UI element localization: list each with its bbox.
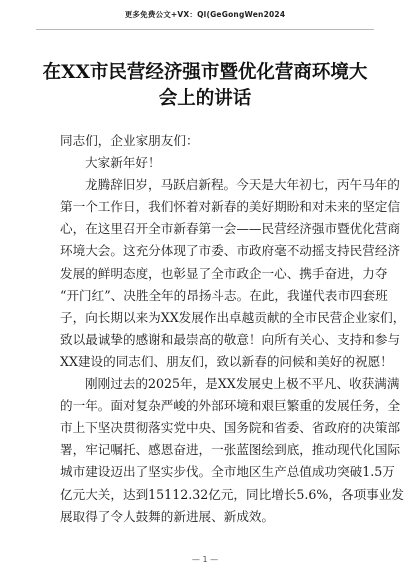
salutation: 同志们，企业家朋友们： (60, 133, 199, 148)
paragraph-1-line: 环境大会。这充分体现了市委、市政府毫不动摇支持民营经济 (60, 243, 401, 259)
paragraph-2 (60, 373, 404, 528)
paragraph-1-line: XX建设的同志们、朋友们，致以新春的问候和美好的祝愿！ (60, 353, 393, 369)
paragraph-1-line: “开门红”、决胜全年的昂扬斗志。在此，我谨代表市四套班 (60, 287, 388, 303)
paragraph-2-line: 亿元大关，达到15112.32亿元，同比增长5.6%，各项事业发 (60, 486, 404, 502)
paragraph-1 (60, 174, 406, 373)
paragraph-1-line: 子，向长期以来为XX发展作出卓越贡献的全市民营企业家们， (60, 309, 406, 325)
new-year-greeting: 大家新年好！ (85, 155, 161, 171)
paragraph-1-line: 龙腾辞旧岁，马跃启新程。今天是大年初七，丙午马年的 (85, 177, 400, 193)
page-number: — 1 — (191, 555, 219, 564)
title-line-2: 会上的讲话 (158, 88, 252, 109)
paragraph-2-line: 署，牢记嘱托、感恩奋进，一张蓝图绘到底，推动现代化国际 (60, 442, 401, 458)
paragraph-2-line: 的一年。面对复杂严峻的外部环境和艰巨繁重的发展任务，全 (60, 398, 401, 414)
paragraph-1-line: 致以最诚挚的感谢和最崇高的敬意！向所有关心、支持和参与 (60, 331, 401, 347)
paragraph-2-line: 展取得了令人鼓舞的新进展、新成效。 (60, 508, 275, 524)
paragraph-2-line: 刚刚过去的2025年，是XX发展史上极不平凡、收获满满 (85, 376, 400, 392)
paragraph-2-line: 市上下坚决贯彻落实党中央、国务院和省委、省政府的决策部 (60, 420, 401, 436)
paragraph-1-line: 心，在这里召开全市新春第一会——民营经济强市暨优化营商 (60, 221, 401, 237)
document-title (40, 60, 370, 112)
page-header-banner: 更多免费公文+VX：Ql(GeGongWen2024 (124, 10, 286, 19)
title-line-1: 在XX市民营经济强市暨优化营商环境大 (42, 62, 368, 83)
paragraph-2-line: 城市建设迈出了坚实步伐。全市地区生产总值成功突破1.5万 (60, 464, 395, 480)
paragraph-1-line: 发展的鲜明态度，也彰显了全市政企一心、携手奋进，力夺 (60, 265, 388, 281)
header-divider (36, 29, 374, 30)
paragraph-1-line: 第一个工作日，我们怀着对新春的美好期盼和对未来的坚定信 (60, 199, 401, 215)
document-body (60, 130, 406, 528)
